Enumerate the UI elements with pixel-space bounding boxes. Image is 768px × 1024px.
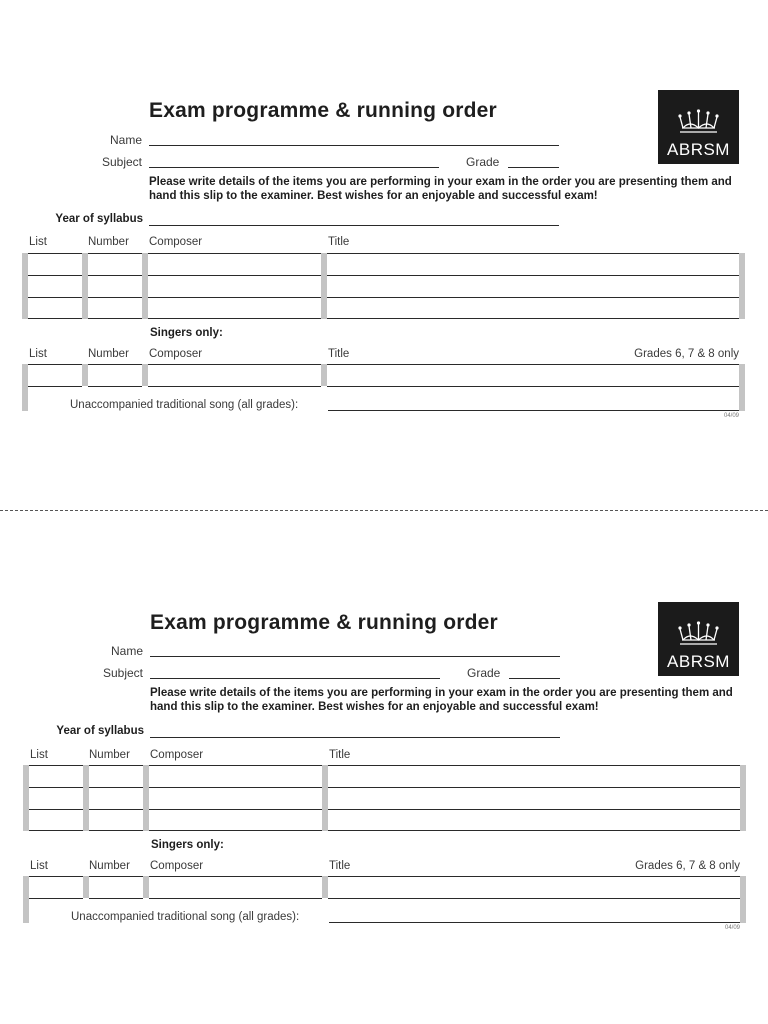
table-row[interactable]	[327, 386, 739, 387]
col-title-header: Title	[328, 348, 350, 360]
table-row[interactable]	[29, 809, 83, 810]
unaccompanied-field[interactable]	[328, 410, 739, 411]
table-bar	[82, 364, 88, 386]
table-row[interactable]	[89, 830, 143, 831]
table-row[interactable]	[88, 253, 142, 254]
table-bar	[23, 765, 29, 831]
table-row[interactable]	[327, 275, 739, 276]
table-bar	[142, 364, 148, 386]
col-title-header: Title	[329, 749, 351, 761]
table-bar	[322, 765, 328, 831]
table-bar	[740, 765, 746, 831]
table-row[interactable]	[29, 876, 83, 877]
table-bar	[321, 253, 327, 319]
name-field[interactable]	[150, 656, 560, 657]
name-label: Name	[109, 133, 142, 147]
table-row[interactable]	[149, 809, 322, 810]
subject-label: Subject	[101, 155, 142, 169]
subject-label: Subject	[102, 666, 143, 680]
table-row[interactable]	[148, 297, 321, 298]
table-row[interactable]	[89, 765, 143, 766]
col-title-header: Title	[328, 236, 350, 248]
year-field[interactable]	[150, 737, 560, 738]
col-list-header: List	[29, 236, 47, 248]
table-row[interactable]	[149, 765, 322, 766]
table-row[interactable]	[89, 809, 143, 810]
table-bar	[142, 253, 148, 319]
table-row[interactable]	[149, 830, 322, 831]
table-row[interactable]	[328, 787, 740, 788]
crown-icon	[658, 90, 739, 140]
form-title: Exam programme & running order	[149, 99, 497, 122]
singers-label: Singers only:	[150, 327, 223, 339]
name-field[interactable]	[149, 145, 559, 146]
grade-field[interactable]	[508, 167, 559, 168]
grade-label: Grade	[467, 666, 501, 680]
col-composer-header: Composer	[150, 860, 204, 872]
unaccompanied-label: Unaccompanied traditional song (all grades):	[71, 911, 300, 923]
table-row[interactable]	[88, 386, 142, 387]
table-row[interactable]	[28, 253, 82, 254]
unaccompanied-label: Unaccompanied traditional song (all grades):	[70, 399, 299, 411]
col-list-header: List	[29, 348, 47, 360]
table-row[interactable]	[327, 318, 739, 319]
table-row[interactable]	[148, 253, 321, 254]
table-bar	[22, 253, 28, 319]
col-number-header: Number	[89, 749, 130, 761]
table-bar	[82, 253, 88, 319]
grade-label: Grade	[466, 155, 500, 169]
subject-field[interactable]	[149, 167, 439, 168]
crown-icon	[658, 602, 739, 652]
form-code: 04/09	[724, 925, 740, 931]
subject-field[interactable]	[150, 678, 440, 679]
year-label: Year of syllabus	[56, 725, 144, 737]
table-row[interactable]	[328, 830, 740, 831]
table-row[interactable]	[148, 318, 321, 319]
table-row[interactable]	[327, 364, 739, 365]
logo-text: ABRSM	[667, 140, 730, 159]
table-row[interactable]	[28, 275, 82, 276]
table-bar	[22, 364, 28, 411]
col-title-header: Title	[329, 860, 351, 872]
unaccompanied-field[interactable]	[329, 922, 740, 923]
grades-note: Grades 6, 7 & 8 only	[635, 860, 740, 872]
form-title: Exam programme & running order	[150, 611, 498, 634]
col-list-header: List	[30, 749, 48, 761]
col-composer-header: Composer	[149, 236, 203, 248]
table-row[interactable]	[149, 876, 322, 877]
table-row[interactable]	[327, 297, 739, 298]
year-label: Year of syllabus	[55, 213, 143, 225]
table-row[interactable]	[328, 876, 740, 877]
grades-note: Grades 6, 7 & 8 only	[634, 348, 739, 360]
table-row[interactable]	[328, 765, 740, 766]
table-bar	[143, 765, 149, 831]
table-row[interactable]	[88, 297, 142, 298]
table-row[interactable]	[88, 364, 142, 365]
abrsm-logo	[658, 90, 739, 164]
table-row[interactable]	[148, 386, 321, 387]
table-bar	[23, 876, 29, 923]
table-row[interactable]	[89, 898, 143, 899]
table-row[interactable]	[28, 364, 82, 365]
table-row[interactable]	[28, 386, 82, 387]
col-number-header: Number	[88, 348, 129, 360]
table-bar	[739, 253, 745, 319]
table-row[interactable]	[89, 876, 143, 877]
table-bar	[143, 876, 149, 898]
table-bar	[739, 364, 745, 411]
table-bar	[740, 876, 746, 923]
table-row[interactable]	[29, 830, 83, 831]
col-number-header: Number	[88, 236, 129, 248]
exam-slip	[0, 613, 768, 953]
table-row[interactable]	[29, 898, 83, 899]
col-list-header: List	[30, 860, 48, 872]
table-row[interactable]	[149, 787, 322, 788]
col-composer-header: Composer	[149, 348, 203, 360]
singers-label: Singers only:	[151, 839, 224, 851]
table-bar	[83, 765, 89, 831]
col-number-header: Number	[89, 860, 130, 872]
table-row[interactable]	[28, 297, 82, 298]
exam-slip	[0, 101, 768, 441]
name-label: Name	[110, 644, 143, 658]
table-row[interactable]	[29, 787, 83, 788]
table-bar	[322, 876, 328, 898]
table-row[interactable]	[327, 253, 739, 254]
table-row[interactable]	[148, 364, 321, 365]
grade-field[interactable]	[509, 678, 560, 679]
year-field[interactable]	[149, 225, 559, 226]
table-row[interactable]	[28, 318, 82, 319]
abrsm-logo	[658, 602, 739, 676]
form-code: 04/09	[723, 413, 739, 419]
cut-line	[0, 510, 768, 511]
table-row[interactable]	[88, 275, 142, 276]
instructions: Please write details of the items you are performing in your exam in the order you are presenting them and hand this slip to the examiner. Best wishes for an enjoyable and successful exam!	[150, 687, 733, 713]
logo-text: ABRSM	[667, 652, 730, 671]
table-row[interactable]	[328, 809, 740, 810]
table-row[interactable]	[149, 898, 322, 899]
table-row[interactable]	[88, 318, 142, 319]
instructions: Please write details of the items you are performing in your exam in the order you are presenting them and hand this slip to the examiner. Best wishes for an enjoyable and successful exam!	[149, 176, 732, 202]
col-composer-header: Composer	[150, 749, 204, 761]
table-row[interactable]	[328, 898, 740, 899]
table-row[interactable]	[29, 765, 83, 766]
table-bar	[83, 876, 89, 898]
table-row[interactable]	[89, 787, 143, 788]
table-bar	[321, 364, 327, 386]
table-row[interactable]	[148, 275, 321, 276]
